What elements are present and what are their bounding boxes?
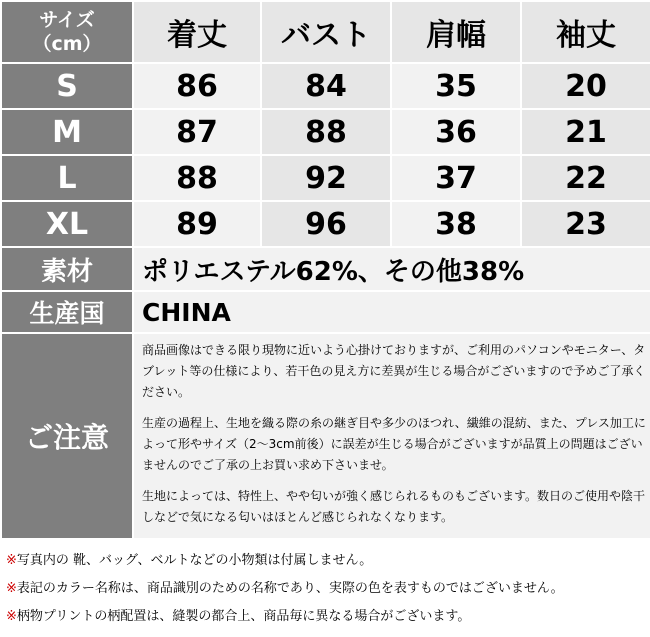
material-row [1,247,650,291]
row-header-size: M [1,109,133,155]
table-cell: 20 [521,63,650,109]
notes-body [133,333,650,539]
table-cell: 23 [521,201,650,247]
table-cell: 22 [521,155,650,201]
table-cell: 84 [261,63,391,109]
table-cell: 88 [133,155,261,201]
footnote [6,575,646,603]
row-header-size: XL [1,201,133,247]
column-header-length: 着丈 [133,1,261,63]
column-header-bust: バスト [261,1,391,63]
table-row [1,155,650,201]
table-cell: 96 [261,201,391,247]
table-cell: 38 [391,201,521,247]
origin-label: 生産国 [1,291,133,333]
row-header-size: L [1,155,133,201]
footnote-mark: ※ [6,581,17,596]
table-cell: 87 [133,109,261,155]
column-header-sleeve: 袖丈 [521,1,650,63]
footnote [6,547,646,575]
table-header-row [1,1,650,63]
column-header-shoulder: 肩幅 [391,1,521,63]
table-cell: 89 [133,201,261,247]
footnote-mark: ※ [6,553,17,568]
footnote-mark: ※ [6,609,17,624]
table-row [1,109,650,155]
footnote-text: 柄物プリントの柄配置は、縫製の都合上、商品毎に異なる場合がございます。 [16,609,471,624]
table-cell: 86 [133,63,261,109]
table-cell: 92 [261,155,391,201]
origin-row [1,291,650,333]
footnote-text: 写真内の 靴、バッグ、ベルトなどの小物類は付属しません。 [16,553,373,568]
table-cell: 36 [391,109,521,155]
size-unit-header [1,1,133,63]
table-row [1,201,650,247]
row-header-size: S [1,63,133,109]
size-label: サイズ [39,9,95,31]
notes-label: ご注意 [1,333,133,539]
material-label: 素材 [1,247,133,291]
table-cell: 35 [391,63,521,109]
note-paragraph: 生産の過程上、生地を織る際の糸の継ぎ目や多少のほつれ、繊維の混紡、また、プレス加工によって形やサイズ（2〜3cm前後）に誤差が生じる場合がございますが品質上の問題はございませんのでご了承の上お買い求め下さいませ。 [142,416,646,472]
footnotes [6,547,646,631]
table-cell: 21 [521,109,650,155]
origin-value: CHINA [133,291,650,333]
note-paragraph: 商品画像はできる限り現物に近いよう心掛けておりますが、ご利用のパソコンやモニター、タブレット等の仕様により、若干色の見え方に差異が生じる場合がございますので予めご了承ください。 [142,343,646,399]
note-paragraph: 生地によっては、特性上、やや匂いが強く感じられるものもございます。数日のご使用や陰干しなどで気になる匂いはほとんど感じられなくなります。 [142,489,646,524]
footnote [6,603,646,631]
notes-row [1,333,650,539]
table-cell: 88 [261,109,391,155]
table-cell: 37 [391,155,521,201]
footnote-text: 表記のカラー名称は、商品識別のための名称であり、実際の色を表すものではございません。 [16,581,564,596]
material-value: ポリエステル62%、その他38% [133,247,650,291]
table-row [1,63,650,109]
unit-label: （cm） [32,33,102,55]
